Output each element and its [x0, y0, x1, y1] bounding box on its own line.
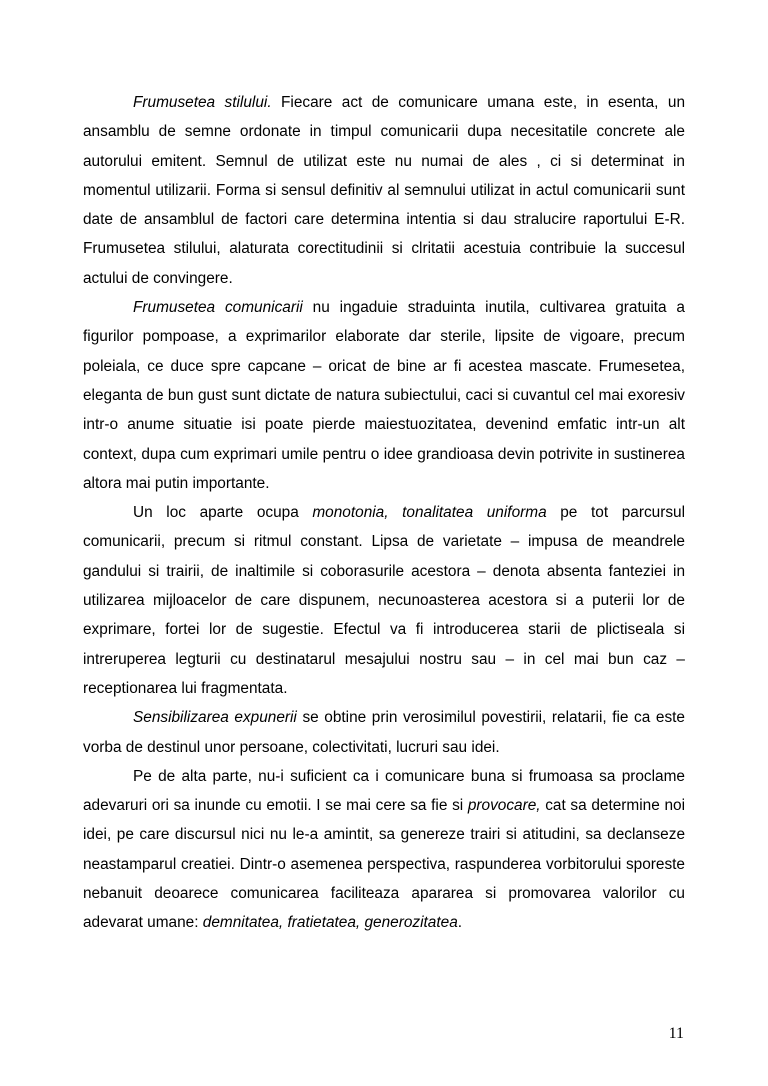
term-provocare: provocare, [467, 797, 541, 815]
paragraph-text: Un loc aparte ocupa [133, 504, 313, 522]
paragraph-frumusetea-stilului [83, 88, 685, 293]
paragraph-monotonia [83, 498, 685, 703]
paragraph-frumusetea-comunicarii [83, 293, 685, 498]
term-monotonia: monotonia, tonalitatea uniforma [312, 504, 547, 522]
paragraph-provocare [83, 762, 685, 938]
paragraph-text: pe tot parcursul comunicarii, precum si ritmul constant. Lipsa de varietate – impusa de meandrele gandului si trairii, de inaltimile si coborasurile acestora – denota absenta fanteziei in utilizarea mijloacelor de care dispunem, necunoasterea acestora si a puterii lor de exprimare, fortei lor de sugestie. Efectul va fi introducerea starii de plictiseala si intreruperea legturii cu destinatarul mesajului nostru sau – in cel mai bun caz – receptionarea lui fragmentata. [83, 504, 685, 697]
paragraph-text: cat sa determine noi idei, pe care discursul nici nu le-a amintit, sa genereze trairi si atitudini, sa declanseze neastamparul creatiei. Dintr-o asemenea perspectiva, raspunderea vorbitorului sporeste nebanuit deoarece comunicarea faciliteaza apararea si promovarea valorilor cu adevarat umane: [83, 797, 685, 932]
paragraph-text: Pe de alta parte, nu-i suficient ca i comunicare buna si frumoasa sa proclame adevaruri ori sa inunde cu emotii. I se mai cere sa fie si [83, 767, 685, 815]
paragraph-text: se obtine prin verosimilul povestirii, relatarii, fie ca este vorba de destinul unor persoane, colectivitati, lucruri sau idei. [83, 709, 685, 756]
term-frumusetea-stilului: Frumusetea stilului. [133, 94, 272, 111]
paragraph-text: . [457, 914, 463, 932]
term-frumusetea-comunicarii: Frumusetea comunicarii [133, 299, 303, 317]
paragraph-sensibilizarea-expunerii [83, 703, 685, 762]
page-number: 11 [668, 1025, 684, 1042]
term-valori-umane: demnitatea, fratietatea, generozitatea [202, 914, 458, 932]
paragraph-text: nu ingaduie straduinta inutila, cultivarea gratuita a figurilor pompoase, a exprimarilor elaborate dar sterile, lipsite de vigoare, precum poleiala, ce duce spre capcane – oricat de bine ar fi acestea mascate. Frumesetea, eleganta de bun gust sunt dictate de natura subiectului, caci si cuvantul cel mai exoresiv intr-o anume situatie isi poate pierde maiestuozitatea, devenind emfatic intr-un alt context, dupa cum exprimari umile pentru o idee grandioasa devin potrivite in sustinerea altora mai putin importante. [83, 299, 685, 492]
term-sensibilizarea-expunerii: Sensibilizarea expunerii [133, 709, 297, 727]
body-text [83, 88, 685, 938]
paragraph-text: Fiecare act de comunicare umana este, in esenta, un ansamblu de semne ordonate in timpul comunicarii dupa necesitatile concrete ale autorului emitent. Semnul de utilizat este nu numai de ales , ci si determinat in momentul utilizarii. Forma si sensul definitiv al semnului utilizat in actul comunicarii sunt date de ansamblul de factori care determina intentia si dau stralucire raportului E-R. Frumusetea stilului, alaturata corectitudinii si clritatii acestuia contribuie la succesul actului de convingere. [83, 94, 686, 287]
